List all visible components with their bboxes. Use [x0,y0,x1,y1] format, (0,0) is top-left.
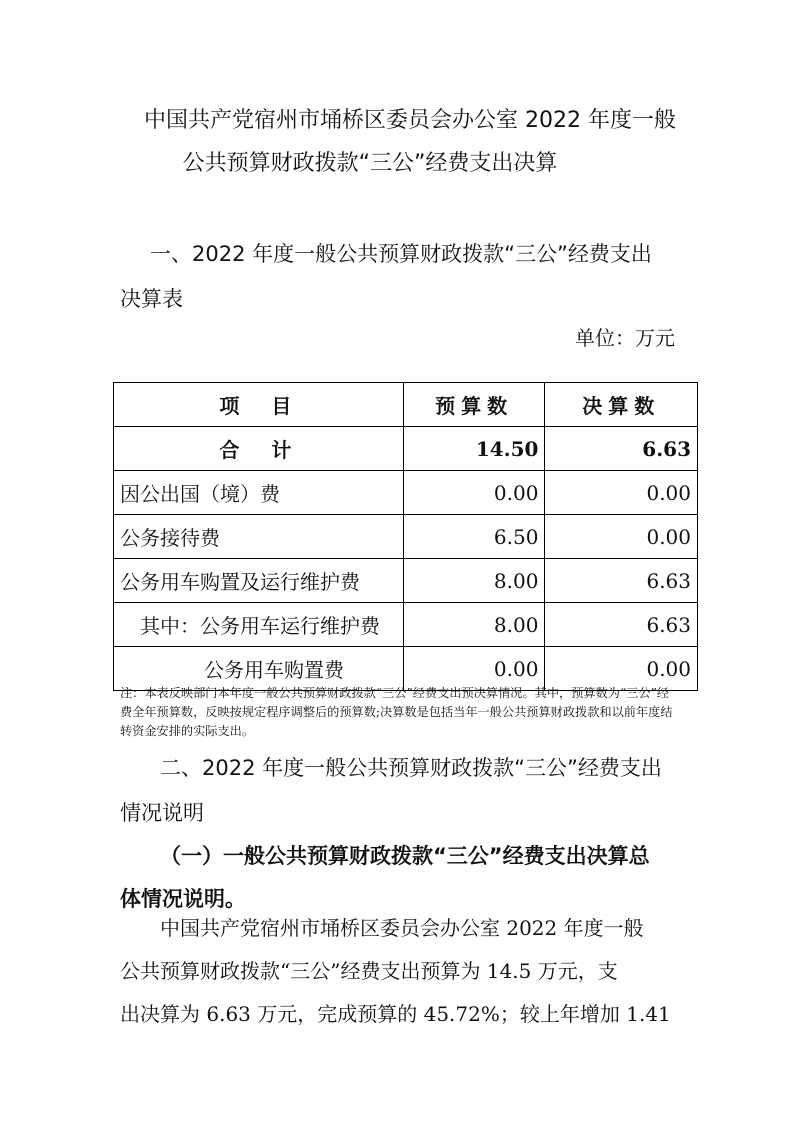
body-line1: 中国共产党宿州市埇桥区委员会办公室 2022 年度一般 [160,916,644,940]
table-cell-actual: 0.00 [545,515,698,559]
table-header-actual: 决算数 [545,383,698,427]
table-cell-budget: 8.00 [403,603,545,647]
table-cell-actual: 0.00 [545,647,698,691]
table-row-total [114,427,698,471]
unit-label: 单位：万元 [575,326,675,350]
subsection1-heading-line1: （一）一般公共预算财政拨款“三公”经费支出决算总 [160,844,650,868]
table-note: 注：本表反映部门本年度一般公共预算财政拨款“三公”经费支出预决算情况。其中，预算数为“三公”经费全年预算数，反映按规定程序调整后的预算数;决算数是包括当年一般公共预算财政拨款和以前年度结转资金安排的实际支出。 [120,686,673,738]
budget-table [113,382,698,691]
table-cell-actual: 0.00 [545,471,698,515]
table-cell-label: 其中：公务用车运行维护费 [114,603,404,647]
section1-heading-line2: 决算表 [120,287,183,311]
table-cell-budget: 0.00 [403,471,545,515]
table-cell-label: 公务用车购置及运行维护费 [114,559,404,603]
section2-heading-line1: 二、2022 年度一般公共预算财政拨款“三公”经费支出 [160,756,662,780]
table-cell-budget: 14.50 [403,427,545,471]
table-cell-label: 因公出国（境）费 [114,471,404,515]
table-cell-actual: 6.63 [545,559,698,603]
section2-heading-line2: 情况说明 [120,801,204,825]
body-line2: 公共预算财政拨款“三公”经费支出预算为 14.5 万元，支 [120,959,618,983]
table-cell-label: 合 计 [114,427,404,471]
body-line3: 出决算为 6.63 万元，完成预算的 45.72%；较上年增加 1.41 [120,1002,671,1026]
table-header-row [114,383,698,427]
table-row [114,471,698,515]
table-row [114,603,698,647]
table-cell-budget: 0.00 [403,647,545,691]
table-cell-budget: 8.00 [403,559,545,603]
table-cell-label: 公务接待费 [114,515,404,559]
table-header-item: 项 目 [114,383,404,427]
table-header-budget: 预算数 [403,383,545,427]
table-row [114,559,698,603]
section1-heading-line1: 一、2022 年度一般公共预算财政拨款“三公”经费支出 [150,242,652,266]
table-cell-actual: 6.63 [545,603,698,647]
subsection1-heading-line2: 体情况说明。 [120,887,246,911]
table-row [114,515,698,559]
table-cell-label: 公务用车购置费 [114,647,404,691]
table-cell-budget: 6.50 [403,515,545,559]
table-cell-actual: 6.63 [545,427,698,471]
document-title-line2: 公共预算财政拨款“三公”经费支出决算 [182,151,558,176]
document-title-line1: 中国共产党宿州市埇桥区委员会办公室 2022 年度一般 [144,108,676,133]
